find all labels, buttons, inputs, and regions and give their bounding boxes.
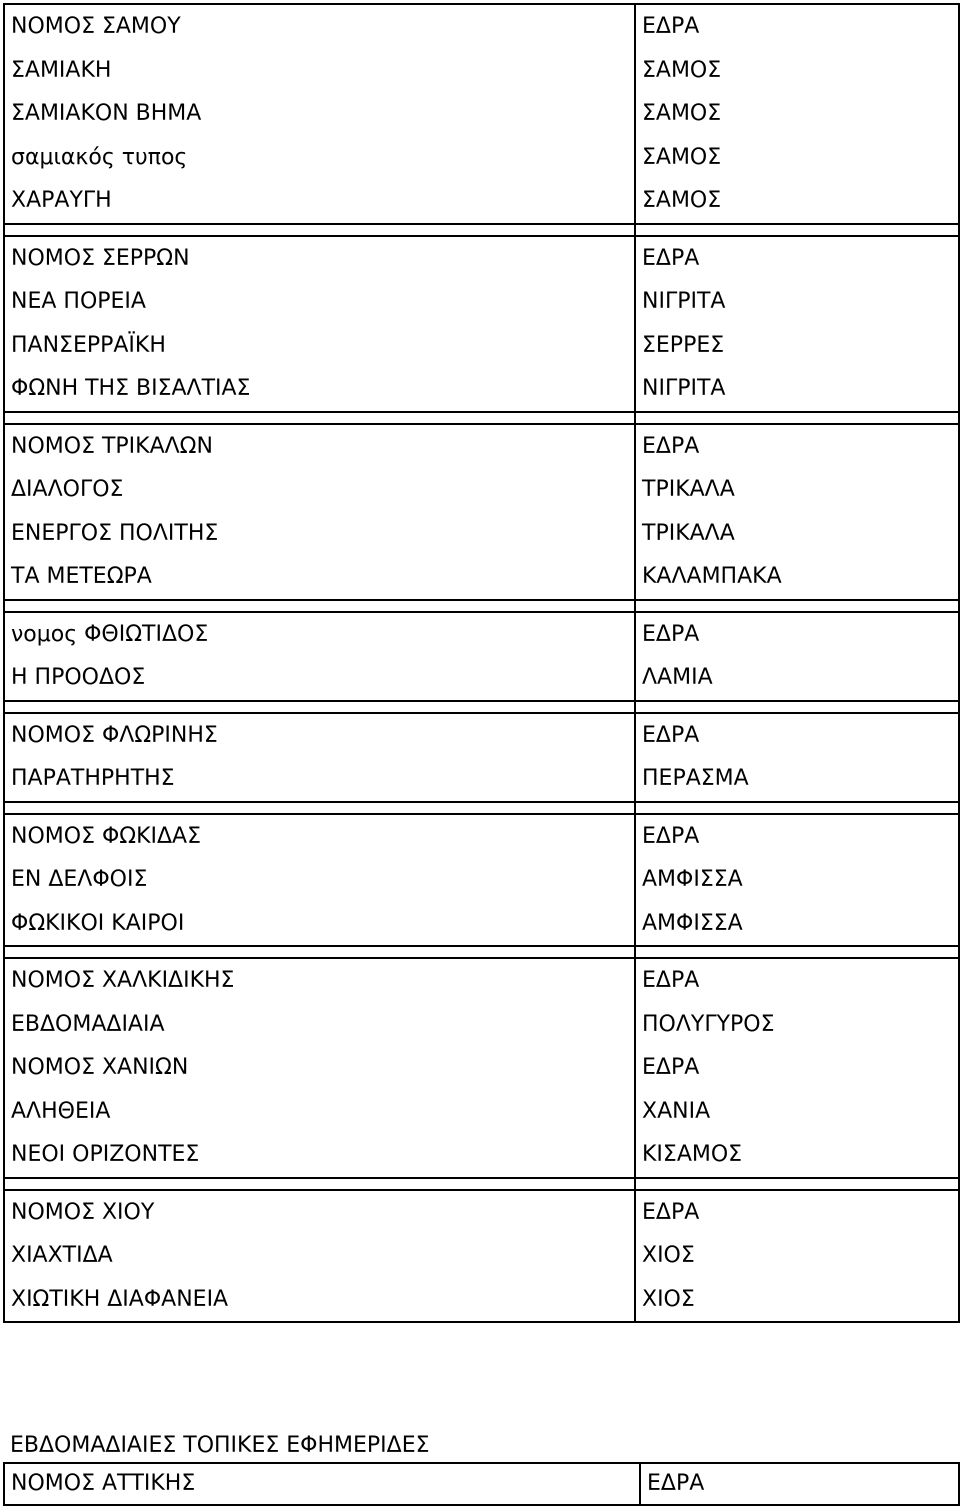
prefecture-block-fokida	[4, 814, 959, 947]
newspaper-names-cell	[4, 814, 635, 947]
seat-city: ΤΡΙΚΑΛΑ	[642, 477, 735, 502]
newspaper-name: ΤΑ ΜΕΤΕΩΡΑ	[11, 564, 152, 589]
seat-header: ΕΔΡΑ	[647, 1471, 705, 1496]
newspaper-name: ΕΒΔΟΜΑΔΙΑΙΑ	[11, 1011, 165, 1037]
prefecture-name: ΝΟΜΟΣ ΑΤΤΙΚΗΣ	[11, 1471, 196, 1496]
newspaper-name: Η ΠΡΟΟΔΟΣ	[11, 665, 146, 690]
newspaper-name: ΝΕΟΙ ΟΡΙΖΟΝΤΕΣ	[11, 1142, 200, 1167]
weekly-section-title: ΕΒΔΟΜΑΔΙΑΙΕΣ ΤΟΠΙΚΕΣ ΕΦΗΜΕΡΙΔΕΣ	[10, 1433, 430, 1458]
separator-row	[4, 802, 959, 814]
newspaper-name: σαμιακός τυπος	[11, 144, 188, 170]
prefecture-name: ΝΟΜΟΣ ΦΛΩΡΙΝΗΣ	[11, 722, 218, 748]
seat-header: ΕΔΡΑ	[642, 1199, 700, 1225]
newspaper-name: ΠΑΝΣΕΡΡΑΪΚΗ	[11, 332, 166, 358]
seat-city: ΠΕΡΑΣΜΑ	[642, 766, 749, 791]
newspaper-names-cell	[4, 236, 635, 412]
seat-city: ΝΙΓΡΙΤΑ	[642, 376, 726, 401]
newspaper-name: ΣΑΜΙΑΚΟΝ ΒΗΜΑ	[11, 101, 202, 126]
seat-city: ΣΑΜΟΣ	[642, 144, 722, 170]
prefecture-block-chios	[4, 1190, 959, 1323]
seat-header: ΕΔΡΑ	[642, 14, 700, 39]
newspaper-name: ΦΩΝΗ ΤΗΣ ΒΙΣΑΛΤΙΑΣ	[11, 376, 251, 401]
seat-city: ΤΡΙΚΑΛΑ	[642, 520, 735, 546]
separator-row	[4, 224, 959, 236]
prefecture-name: ΝΟΜΟΣ ΤΡΙΚΑΛΩΝ	[11, 433, 213, 459]
seat-cell	[635, 236, 959, 412]
newspaper-name: ΔΙΑΛΟΓΟΣ	[11, 477, 124, 502]
seat-cell	[635, 713, 959, 802]
newspaper-names-cell	[4, 1463, 640, 1505]
seat-header: ΕΔΡΑ	[642, 823, 700, 849]
newspaper-name: ΧΙΑΧΤΙΔΑ	[11, 1243, 113, 1268]
seat-city: ΑΜΦΙΣΣΑ	[642, 910, 743, 936]
prefecture-block-serres	[4, 236, 959, 412]
separator-row	[4, 701, 959, 713]
seat-city: ΧΑΝΙΑ	[642, 1098, 711, 1124]
seat-city: ΣΕΡΡΕΣ	[642, 332, 725, 358]
seat-city: ΝΙΓΡΙΤΑ	[642, 289, 726, 314]
newspaper-names-cell	[4, 424, 635, 600]
newspaper-names-cell	[4, 713, 635, 802]
prefecture-name: ΝΟΜΟΣ ΣΕΡΡΩΝ	[11, 245, 190, 271]
separator-row	[4, 600, 959, 612]
prefecture-block-trikala	[4, 424, 959, 600]
seat-city: ΣΑΜΟΣ	[642, 57, 722, 83]
newspaper-name: ΦΩΚΙΚΟΙ ΚΑΙΡΟΙ	[11, 910, 185, 936]
seat-cell	[635, 814, 959, 947]
seat-cell	[635, 1190, 959, 1323]
newspaper-names-cell	[4, 612, 635, 701]
seat-cell	[635, 958, 959, 1178]
seat-city: ΧΙΟΣ	[642, 1286, 695, 1312]
seat-cell	[635, 424, 959, 600]
seat-city: ΛΑΜΙΑ	[642, 665, 713, 690]
seat-header: ΕΔΡΑ	[642, 433, 700, 459]
newspaper-names-cell	[4, 1190, 635, 1323]
prefecture-name: ΝΟΜΟΣ ΧΙΟΥ	[11, 1199, 155, 1225]
newspaper-name: ΧΑΡΑΥΓΗ	[11, 188, 112, 213]
prefecture-name: ΝΟΜΟΣ ΧΑΛΚΙΔΙΚΗΣ	[11, 968, 235, 993]
seat-city: ΚΙΣΑΜΟΣ	[642, 1142, 743, 1167]
seat-cell	[635, 612, 959, 701]
seat-cell	[640, 1463, 959, 1505]
seat-city: ΣΑΜΟΣ	[642, 188, 722, 213]
seat-header: ΕΔΡΑ	[642, 245, 700, 271]
prefecture-block-florina	[4, 713, 959, 802]
newspaper-name: ΣΑΜΙΑΚΗ	[11, 57, 112, 83]
newspaper-name: ΝΕΑ ΠΟΡΕΙΑ	[11, 289, 146, 314]
prefecture-block-samos	[4, 4, 959, 224]
newspaper-table	[3, 3, 960, 1323]
seat-cell	[635, 4, 959, 224]
seat-city: ΣΑΜΟΣ	[642, 101, 722, 126]
prefecture-name: νομος ΦΘΙΩΤΙΔΟΣ	[11, 621, 209, 647]
newspaper-name: ΕΝ ΔΕΛΦΟΙΣ	[11, 867, 148, 892]
seat-header: ΕΔΡΑ	[642, 722, 700, 748]
prefecture-name: ΝΟΜΟΣ ΧΑΝΙΩΝ	[11, 1055, 189, 1080]
seat-header: ΕΔΡΑ	[642, 968, 700, 993]
seat-city: ΧΙΟΣ	[642, 1243, 695, 1268]
seat-city: ΚΑΛΑΜΠΑΚΑ	[642, 564, 782, 589]
newspaper-names-cell	[4, 958, 635, 1178]
prefecture-name: ΝΟΜΟΣ ΦΩΚΙΔΑΣ	[11, 823, 202, 849]
newspaper-name: ΑΛΗΘΕΙΑ	[11, 1098, 111, 1124]
separator-row	[4, 946, 959, 958]
seat-city: ΠΟΛΥΓΥΡΟΣ	[642, 1011, 775, 1037]
prefecture-block-attica	[4, 1463, 959, 1505]
seat-header: ΕΔΡΑ	[642, 1055, 700, 1080]
newspaper-name: ΧΙΩΤΙΚΗ ΔΙΑΦΑΝΕΙΑ	[11, 1286, 229, 1312]
separator-row	[4, 412, 959, 424]
seat-header: ΕΔΡΑ	[642, 621, 700, 647]
newspaper-names-cell	[4, 4, 635, 224]
prefecture-block-chalkidiki-chania	[4, 958, 959, 1178]
separator-row	[4, 1178, 959, 1190]
newspaper-name: ΠΑΡΑΤΗΡΗΤΗΣ	[11, 766, 175, 791]
prefecture-block-fthiotida	[4, 612, 959, 701]
prefecture-name: ΝΟΜΟΣ ΣΑΜΟΥ	[11, 14, 181, 39]
seat-city: ΑΜΦΙΣΣΑ	[642, 867, 743, 892]
newspaper-name: ΕΝΕΡΓΟΣ ΠΟΛΙΤΗΣ	[11, 520, 219, 546]
weekly-newspaper-table	[3, 1462, 960, 1506]
